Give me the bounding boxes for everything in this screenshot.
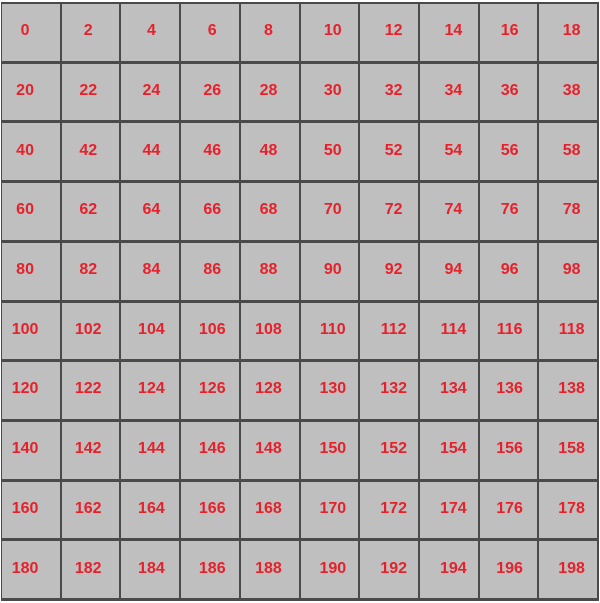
grid-cell	[360, 243, 420, 303]
grid-cell	[480, 183, 540, 243]
cell-number: 180	[11, 559, 39, 577]
grid-cell	[121, 362, 181, 422]
grid-cell	[181, 422, 241, 482]
cell-number: 188	[255, 559, 282, 577]
grid-cell	[62, 482, 122, 542]
cell-number: 108	[255, 320, 282, 338]
cell-number: 90	[323, 261, 342, 278]
cell-number: 12	[384, 22, 403, 40]
grid-cell	[301, 303, 361, 363]
cell-number: 86	[203, 261, 222, 278]
cell-number: 176	[496, 499, 523, 517]
grid-cell	[241, 123, 301, 183]
cell-number: 22	[79, 81, 98, 99]
cell-number: 156	[496, 440, 523, 458]
grid-cell	[539, 541, 599, 601]
grid-cell	[480, 243, 540, 303]
grid-cell	[420, 541, 480, 601]
cell-number: 184	[138, 559, 165, 577]
grid-cell	[2, 183, 62, 243]
grid-cell	[241, 243, 301, 303]
cell-number: 158	[558, 440, 585, 458]
cell-number: 32	[384, 81, 403, 99]
grid-cell	[480, 64, 540, 124]
cell-number: 102	[74, 320, 102, 338]
cell-number: 142	[74, 440, 102, 458]
cell-number: 6	[207, 22, 217, 40]
grid-cell	[2, 4, 62, 64]
grid-cell	[121, 303, 181, 363]
grid-cell	[2, 123, 62, 183]
cell-number: 120	[11, 380, 39, 398]
cell-number: 112	[380, 320, 407, 338]
cell-number: 196	[496, 559, 523, 577]
cell-number: 70	[323, 201, 342, 219]
cell-number: 150	[319, 440, 347, 458]
cell-number: 14	[444, 22, 463, 40]
grid-cell	[62, 4, 122, 64]
cell-number: 4	[146, 22, 156, 40]
cell-number: 50	[323, 141, 342, 159]
cell-number: 62	[79, 201, 98, 219]
cell-number: 152	[380, 440, 407, 458]
grid-cell	[181, 64, 241, 124]
grid-cell	[2, 362, 62, 422]
grid-cell	[360, 4, 420, 64]
grid-cell	[301, 64, 361, 124]
cell-number: 178	[558, 499, 585, 517]
cell-number: 68	[259, 201, 278, 219]
grid-cell	[360, 541, 420, 601]
cell-number: 94	[444, 261, 463, 278]
cell-number: 132	[380, 380, 407, 398]
grid-cell	[420, 64, 480, 124]
grid-cell	[420, 4, 480, 64]
cell-number: 96	[500, 261, 519, 278]
grid-cell	[480, 4, 540, 64]
cell-number: 36	[500, 81, 519, 99]
cell-number: 116	[496, 320, 523, 338]
grid-cell	[62, 243, 122, 303]
cell-number: 82	[79, 261, 98, 278]
cell-number: 182	[74, 559, 102, 577]
grid-cell	[121, 123, 181, 183]
cell-number: 174	[439, 499, 467, 517]
cell-number: 46	[203, 141, 222, 159]
cell-number: 168	[255, 499, 282, 517]
grid-cell	[62, 64, 122, 124]
grid-cell	[121, 243, 181, 303]
grid-cell	[539, 123, 599, 183]
grid-cell	[62, 123, 122, 183]
cell-number: 88	[259, 261, 278, 278]
grid-cell	[480, 123, 540, 183]
grid-cell	[241, 64, 301, 124]
grid-cell	[241, 422, 301, 482]
cell-number: 64	[142, 201, 161, 219]
grid-cell	[241, 4, 301, 64]
grid-cell	[480, 482, 540, 542]
grid-cell	[301, 183, 361, 243]
cell-number: 192	[380, 559, 407, 577]
cell-number: 162	[74, 499, 102, 517]
cell-number: 26	[203, 81, 222, 99]
grid-cell	[181, 183, 241, 243]
cell-number: 130	[319, 380, 347, 398]
cell-number: 172	[380, 499, 407, 517]
cell-number: 106	[198, 320, 226, 338]
cell-number: 140	[11, 440, 39, 458]
grid-cell	[539, 243, 599, 303]
cell-number: 136	[496, 380, 523, 398]
grid-cell	[360, 362, 420, 422]
grid-cell	[62, 541, 122, 601]
cell-number: 138	[558, 380, 585, 398]
grid-cell	[241, 183, 301, 243]
grid-cell	[301, 541, 361, 601]
grid-cell	[2, 422, 62, 482]
cell-number: 98	[562, 261, 581, 278]
grid-cell	[181, 482, 241, 542]
grid-cell	[121, 4, 181, 64]
cell-number: 134	[439, 380, 467, 398]
grid-cell	[62, 422, 122, 482]
grid-cell	[360, 303, 420, 363]
cell-number: 114	[440, 320, 467, 338]
cell-number: 20	[16, 81, 34, 99]
grid-cell	[62, 183, 122, 243]
cell-number: 190	[319, 559, 347, 577]
grid-cell	[420, 123, 480, 183]
grid-cell	[420, 183, 480, 243]
cell-number: 56	[500, 141, 519, 159]
cell-number: 194	[439, 559, 467, 577]
grid-cell	[181, 4, 241, 64]
cell-number: 164	[138, 499, 165, 517]
cell-number: 34	[444, 81, 463, 99]
cell-number: 84	[142, 261, 161, 278]
grid-cell	[241, 303, 301, 363]
cell-number: 8	[264, 22, 273, 40]
cell-number: 60	[16, 201, 34, 219]
cell-number: 198	[558, 559, 585, 577]
cell-number: 18	[562, 22, 581, 40]
grid-cell	[360, 422, 420, 482]
grid-cell	[360, 482, 420, 542]
cell-number: 124	[138, 380, 165, 398]
grid-cell	[241, 482, 301, 542]
cell-number: 104	[138, 320, 165, 338]
grid-cell	[181, 362, 241, 422]
grid-cell	[121, 541, 181, 601]
cell-number: 160	[11, 499, 39, 517]
cell-number: 30	[323, 81, 342, 99]
grid-cell	[539, 362, 599, 422]
cell-number: 170	[319, 499, 347, 517]
grid-cell	[539, 4, 599, 64]
cell-number: 10	[323, 22, 342, 40]
grid-cell	[181, 303, 241, 363]
cell-number: 76	[500, 201, 519, 219]
cell-number: 38	[562, 81, 581, 99]
cell-number: 100	[11, 320, 39, 338]
cell-number: 126	[198, 380, 226, 398]
cell-number: 110	[319, 320, 346, 338]
cell-number: 40	[16, 141, 34, 159]
grid-cell	[301, 243, 361, 303]
grid-cell	[480, 362, 540, 422]
cell-number: 146	[198, 440, 226, 458]
cell-number: 44	[142, 141, 161, 159]
grid-cell	[2, 482, 62, 542]
grid-cell	[420, 303, 480, 363]
cell-number: 72	[384, 201, 403, 219]
cell-number: 154	[439, 440, 467, 458]
grid-cell	[539, 303, 599, 363]
cell-number: 2	[83, 22, 93, 40]
cell-number: 16	[500, 22, 519, 40]
cell-number: 122	[74, 380, 102, 398]
cell-number: 74	[444, 201, 463, 219]
grid-cell	[539, 482, 599, 542]
grid-cell	[2, 541, 62, 601]
grid-cell	[420, 422, 480, 482]
cell-number: 144	[138, 440, 165, 458]
grid-cell	[480, 303, 540, 363]
grid-cell	[420, 362, 480, 422]
grid-cell	[2, 64, 62, 124]
cell-number: 24	[142, 81, 161, 99]
grid-cell	[62, 362, 122, 422]
cell-number: 42	[79, 141, 98, 159]
cell-number: 52	[384, 141, 403, 159]
grid-cell	[181, 541, 241, 601]
cell-number: 166	[198, 499, 226, 517]
cell-number: 92	[384, 261, 403, 278]
cell-number: 148	[255, 440, 282, 458]
grid-cell	[121, 422, 181, 482]
grid-cell	[121, 482, 181, 542]
cell-number: 54	[444, 141, 463, 159]
grid-cell	[121, 183, 181, 243]
cell-number: 118	[558, 320, 585, 338]
grid-cell	[181, 243, 241, 303]
grid-cell	[241, 362, 301, 422]
cell-number: 80	[16, 261, 34, 278]
cell-number: 0	[20, 22, 30, 40]
grid-cell	[360, 64, 420, 124]
cell-number: 58	[562, 141, 581, 159]
cell-number: 78	[562, 201, 581, 219]
grid-cell	[121, 64, 181, 124]
grid-cell	[539, 183, 599, 243]
grid-cell	[420, 482, 480, 542]
cell-number: 48	[259, 141, 278, 159]
number-grid	[1, 2, 599, 601]
grid-cell	[420, 243, 480, 303]
cell-number: 186	[198, 559, 226, 577]
grid-cell	[301, 422, 361, 482]
cell-number: 66	[203, 201, 222, 219]
grid-cell	[539, 422, 599, 482]
grid-cell	[360, 123, 420, 183]
grid-cell	[301, 482, 361, 542]
grid-cell	[480, 422, 540, 482]
grid-cell	[301, 4, 361, 64]
grid-cell	[539, 64, 599, 124]
grid-cell	[2, 243, 62, 303]
grid-cell	[181, 123, 241, 183]
grid-cell	[480, 541, 540, 601]
grid-cell	[241, 541, 301, 601]
cell-number: 28	[259, 81, 278, 99]
grid-cell	[301, 123, 361, 183]
grid-cell	[2, 303, 62, 363]
cell-number: 128	[255, 380, 282, 398]
grid-cell	[360, 183, 420, 243]
grid-cell	[62, 303, 122, 363]
grid-cell	[301, 362, 361, 422]
